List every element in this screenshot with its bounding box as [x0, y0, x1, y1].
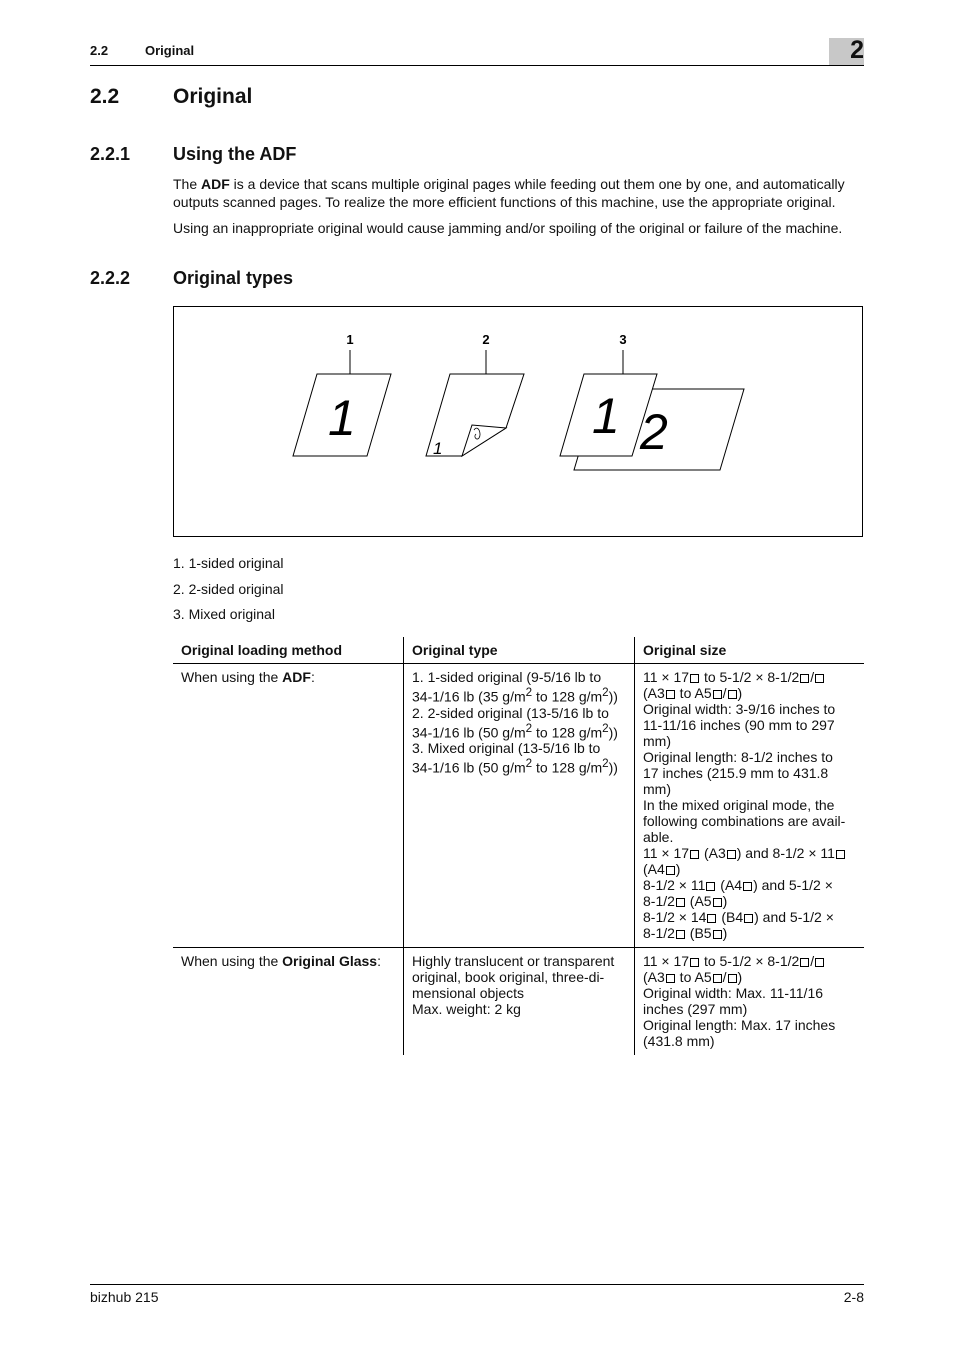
landscape-orientation-icon	[800, 958, 809, 967]
adf-term: ADF	[201, 176, 230, 192]
callout-1: 1	[346, 332, 354, 347]
portrait-orientation-icon	[815, 958, 824, 967]
cell-type-glass: Highly translucent or transparent original, book original, three-di- mensional objects Max. weight: 2 kg	[404, 948, 635, 1056]
original-types-illustration	[174, 307, 864, 538]
header-original-type: Original type	[404, 637, 635, 664]
header-section-title: Original	[145, 43, 195, 58]
cell-type-adf: 1. 1-sided original (9-5/16 lb to 34-1/16 lb (35 $g/m^2$ to 128 $g/m^2$)) 2. 2-sided original (13-5/16 lb to 34-1/16 lb (50 $g/m^2$ to 128 $g/m^2$)) 3. Mixed original (13-5/16 lb to 34-1/16 lb (50 $g/m^2$ to 128 $g/m^2$))	[404, 664, 635, 948]
legend-item-3: 3. Mixed original	[173, 606, 275, 622]
legend-item-2: 2. 2-sided original	[173, 581, 284, 597]
table-header-row	[173, 637, 864, 664]
landscape-orientation-icon	[713, 690, 722, 699]
portrait-orientation-icon	[676, 930, 685, 939]
portrait-orientation-icon	[713, 898, 722, 907]
callout-2: 2	[482, 332, 490, 347]
landscape-orientation-icon	[744, 914, 753, 923]
portrait-orientation-icon	[815, 674, 824, 683]
portrait-orientation-icon	[728, 974, 737, 983]
landscape-orientation-icon	[690, 674, 699, 683]
landscape-orientation-icon	[666, 690, 675, 699]
one-sided-sheet-icon	[293, 374, 391, 456]
landscape-orientation-icon	[727, 850, 736, 859]
landscape-orientation-icon	[800, 674, 809, 683]
cell-method-glass: When using the Original Glass:	[181, 953, 381, 969]
table-row	[173, 664, 864, 948]
footer-page-number: 2-8	[843, 1289, 864, 1305]
header-section-number: 2.2	[90, 43, 109, 58]
portrait-orientation-icon	[836, 850, 845, 859]
warning-paragraph: Using an inappropriate original would cause jamming and/or spoiling of the original or failure of the machine.	[173, 220, 843, 236]
landscape-orientation-icon	[743, 882, 752, 891]
landscape-orientation-icon	[690, 850, 699, 859]
subsection-2-number: 2.2.2	[90, 268, 131, 288]
callout-3: 3	[619, 332, 627, 347]
two-sided-sheet-icon	[426, 374, 524, 458]
sheet-2-digit: 1	[433, 439, 443, 458]
section-title: Original	[173, 85, 253, 108]
legend-item-1: 1. 1-sided original	[173, 555, 284, 571]
portrait-orientation-icon	[666, 866, 675, 875]
cell-method-adf: When using the ADF:	[173, 664, 404, 948]
landscape-orientation-icon	[706, 882, 715, 891]
original-types-figure	[173, 306, 863, 537]
header-loading-method: Original loading method	[173, 637, 404, 664]
subsection-2-title: Original types	[173, 268, 294, 288]
sheet-3-back-digit: 2	[640, 404, 668, 460]
portrait-orientation-icon	[728, 690, 737, 699]
subsection-1-number: 2.2.1	[90, 144, 131, 164]
cell-size-glass: 11 × 17 to 5-1/2 × 8-1/2 / (A3 to A5 / ) Original width: Max. 11-11/16 inches (297 mm) Original length: Max. 17 inches (431.8 mm)	[635, 948, 865, 1056]
landscape-orientation-icon	[713, 974, 722, 983]
sheet-1-digit: 1	[328, 390, 356, 446]
cell-size-adf: 11 × 17 to 5-1/2 × 8-1/2 / (A3 to A5 / ) Original width: 3-9/16 inches to 11-11/16 inches (90 mm to 297 mm) Original length: 8-1/2 inches to 17 inches (215.9 mm to 431.8 mm) In the mixed original mode, the following combinations are avail- able. 11 × 17 (A3 ) and 8-1/2 × 11 (A4 ) 8-1/2 × 11 (A4 ) and 5-1/2 × 8-1/2 (A5 ) 8-1/2 × 14 (B4 ) and 5-1/2 × 8-1/2 (B5 )	[635, 664, 865, 948]
landscape-orientation-icon	[707, 914, 716, 923]
sheet-3-front-digit: 1	[592, 388, 620, 444]
original-spec-table	[173, 637, 864, 1055]
portrait-orientation-icon	[676, 898, 685, 907]
subsection-1-title: Using the ADF	[173, 144, 297, 164]
mixed-sheets-icon	[560, 374, 744, 470]
footer-product-name: bizhub 215	[90, 1289, 159, 1305]
footer-rule	[90, 1284, 864, 1285]
section-number: 2.2	[90, 85, 120, 108]
landscape-orientation-icon	[690, 958, 699, 967]
table-row	[173, 948, 864, 1056]
adf-paragraph: The ADF is a device that scans multiple original pages while feeding out them one by one, and automatically outputs scanned pages. To realize the more efficient functions of this machine, use the appropriate original.	[173, 176, 845, 210]
portrait-orientation-icon	[713, 930, 722, 939]
header-rule	[90, 65, 864, 66]
header-original-size: Original size	[635, 637, 865, 664]
landscape-orientation-icon	[666, 974, 675, 983]
chapter-number: 2	[850, 36, 864, 64]
